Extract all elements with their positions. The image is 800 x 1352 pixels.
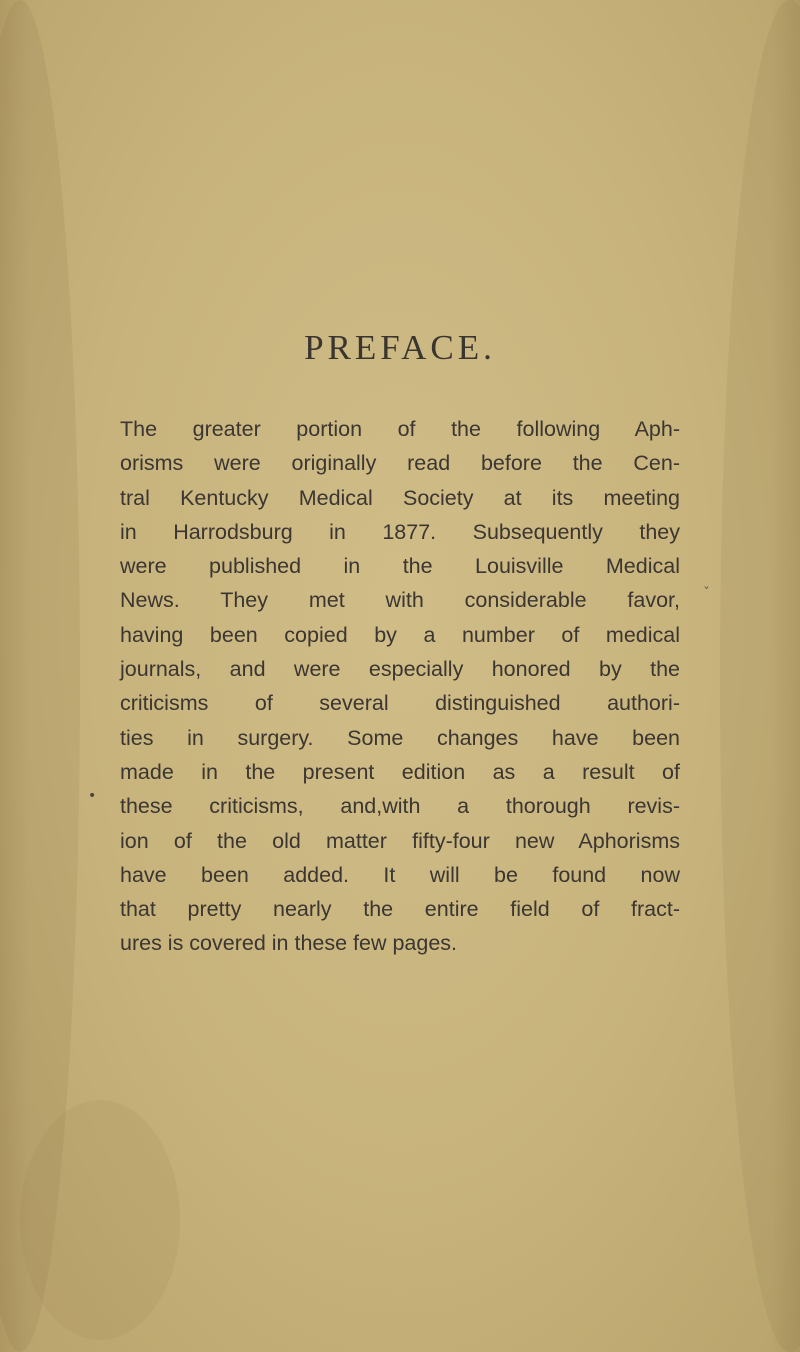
paragraph-line: criticisms of several distinguished authori- [120, 691, 680, 716]
preface-paragraph [120, 412, 680, 961]
margin-dot-mark: • [88, 788, 97, 804]
paragraph-line: made in the present edition as a result of [120, 759, 680, 784]
page-stain-left [0, 0, 80, 1352]
page-stain-bottom [20, 1100, 180, 1340]
paragraph-line: ion of the old matter fifty-four new Aphorisms [120, 828, 680, 853]
margin-tick-mark: ˇ [703, 586, 710, 602]
paragraph-line: these criticisms, and,with a thorough revis- [120, 794, 680, 819]
paragraph-line: that pretty nearly the entire field of fract- [120, 897, 680, 922]
paragraph-line: have been added. It will be found now [120, 862, 680, 887]
paragraph-line: orisms were originally read before the Cen- [120, 451, 680, 476]
paragraph-line: having been copied by a number of medical [120, 622, 680, 647]
paragraph-line: ties in surgery. Some changes have been [120, 725, 680, 750]
paragraph-line: in Harrodsburg in 1877. Subsequently they [120, 519, 680, 544]
page-stain-right [720, 0, 800, 1352]
paragraph-line: tral Kentucky Medical Society at its meeting [120, 485, 680, 510]
paragraph-line: journals, and were especially honored by the [120, 657, 680, 682]
paragraph-line: were published in the Louisville Medical [120, 554, 680, 579]
paragraph-line: The greater portion of the following Aph- [120, 417, 680, 441]
paragraph-line: News. They met with considerable favor, [120, 588, 680, 613]
page-title: PREFACE. [304, 328, 496, 367]
paragraph-line: ures is covered in these few pages. [120, 931, 458, 956]
